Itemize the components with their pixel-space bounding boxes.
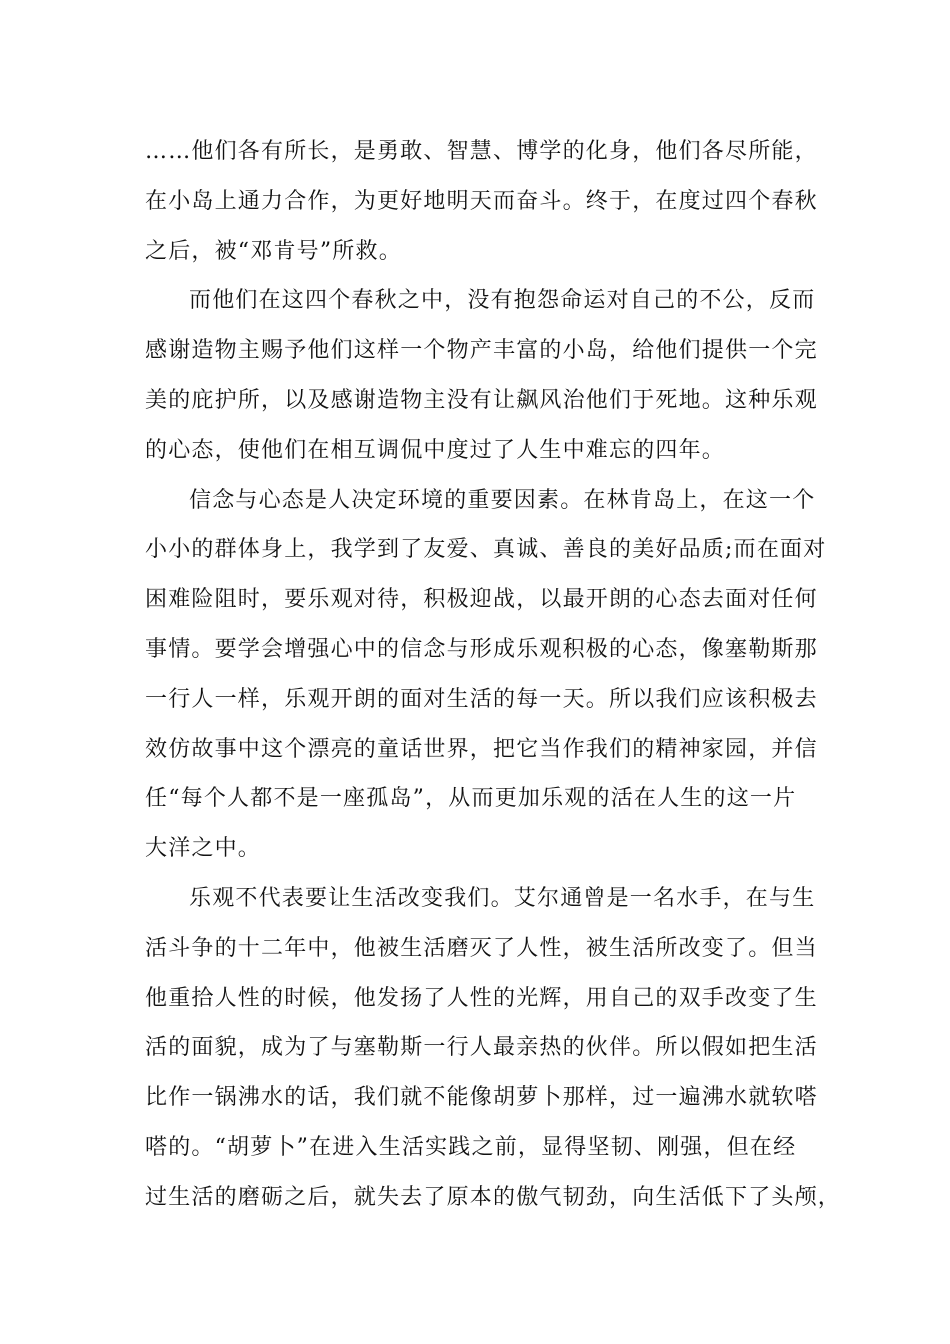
text-line: 的心态，使他们在相互调侃中度过了人生中难忘的四年。 [145,437,726,463]
text-line: 小小的群体身上，我学到了友爱、真诚、善良的美好品质;而在面对 [145,537,827,563]
text-line: 困难险阻时，要乐观对待，积极迎战，以最开朗的心态去面对任何 [145,587,818,613]
text-line: 美的庇护所，以及感谢造物主没有让飙风治他们于死地。这种乐观 [145,387,818,413]
text-line: 大洋之中。 [145,836,262,862]
text-line: 任“每个人都不是一座孤岛”，从而更加乐观的活在人生的这一片 [145,786,797,812]
text-line: 乐观不代表要让生活改变我们。艾尔通曾是一名水手，在与生 [189,885,816,911]
text-line: 而他们在这四个春秋之中，没有抱怨命运对自己的不公，反而 [189,288,816,314]
text-line: 过生活的磨砺之后，就失去了原本的傲气韧劲，向生活低下了头颅， [145,1184,842,1210]
text-line: 在小岛上通力合作，为更好地明天而奋斗。终于，在度过四个春秋 [145,188,818,214]
text-line: 比作一锅沸水的话，我们就不能像胡萝卜那样，过一遍沸水就软嗒 [145,1085,818,1111]
text-line: 一行人一样，乐观开朗的面对生活的每一天。所以我们应该积极去 [145,686,818,712]
text-line: 感谢造物主赐予他们这样一个物产丰富的小岛，给他们提供一个完 [145,338,818,364]
paragraph-2 [145,276,818,475]
paragraph-3 [145,476,827,874]
paragraph-1 [145,127,818,276]
paragraph-4 [145,874,842,1223]
text-line: 之后，被“邓肯号”所救。 [145,238,402,264]
text-line: 他重拾人性的时候，他发扬了人性的光辉，用自己的双手改变了生 [145,985,818,1011]
text-line: 活的面貌，成为了与塞勒斯一行人最亲热的伙伴。所以假如把生活 [145,1035,818,1061]
text-line: 信念与心态是人决定环境的重要因素。在林肯岛上，在这一个 [189,487,816,513]
text-line: 事情。要学会增强心中的信念与形成乐观积极的心态，像塞勒斯那 [145,636,818,662]
text-line: 嗒的。“胡萝卜”在进入生活实践之前，显得坚韧、刚强，但在经 [145,1134,797,1160]
text-line: 效仿故事中这个漂亮的童话世界，把它当作我们的精神家园，并信 [145,736,818,762]
text-line: ……他们各有所长，是勇敢、智慧、博学的化身，他们各尽所能， [145,139,818,164]
text-line: 活斗争的十二年中，他被生活磨灭了人性，被生活所改变了。但当 [145,935,818,961]
document-body [145,127,842,1223]
